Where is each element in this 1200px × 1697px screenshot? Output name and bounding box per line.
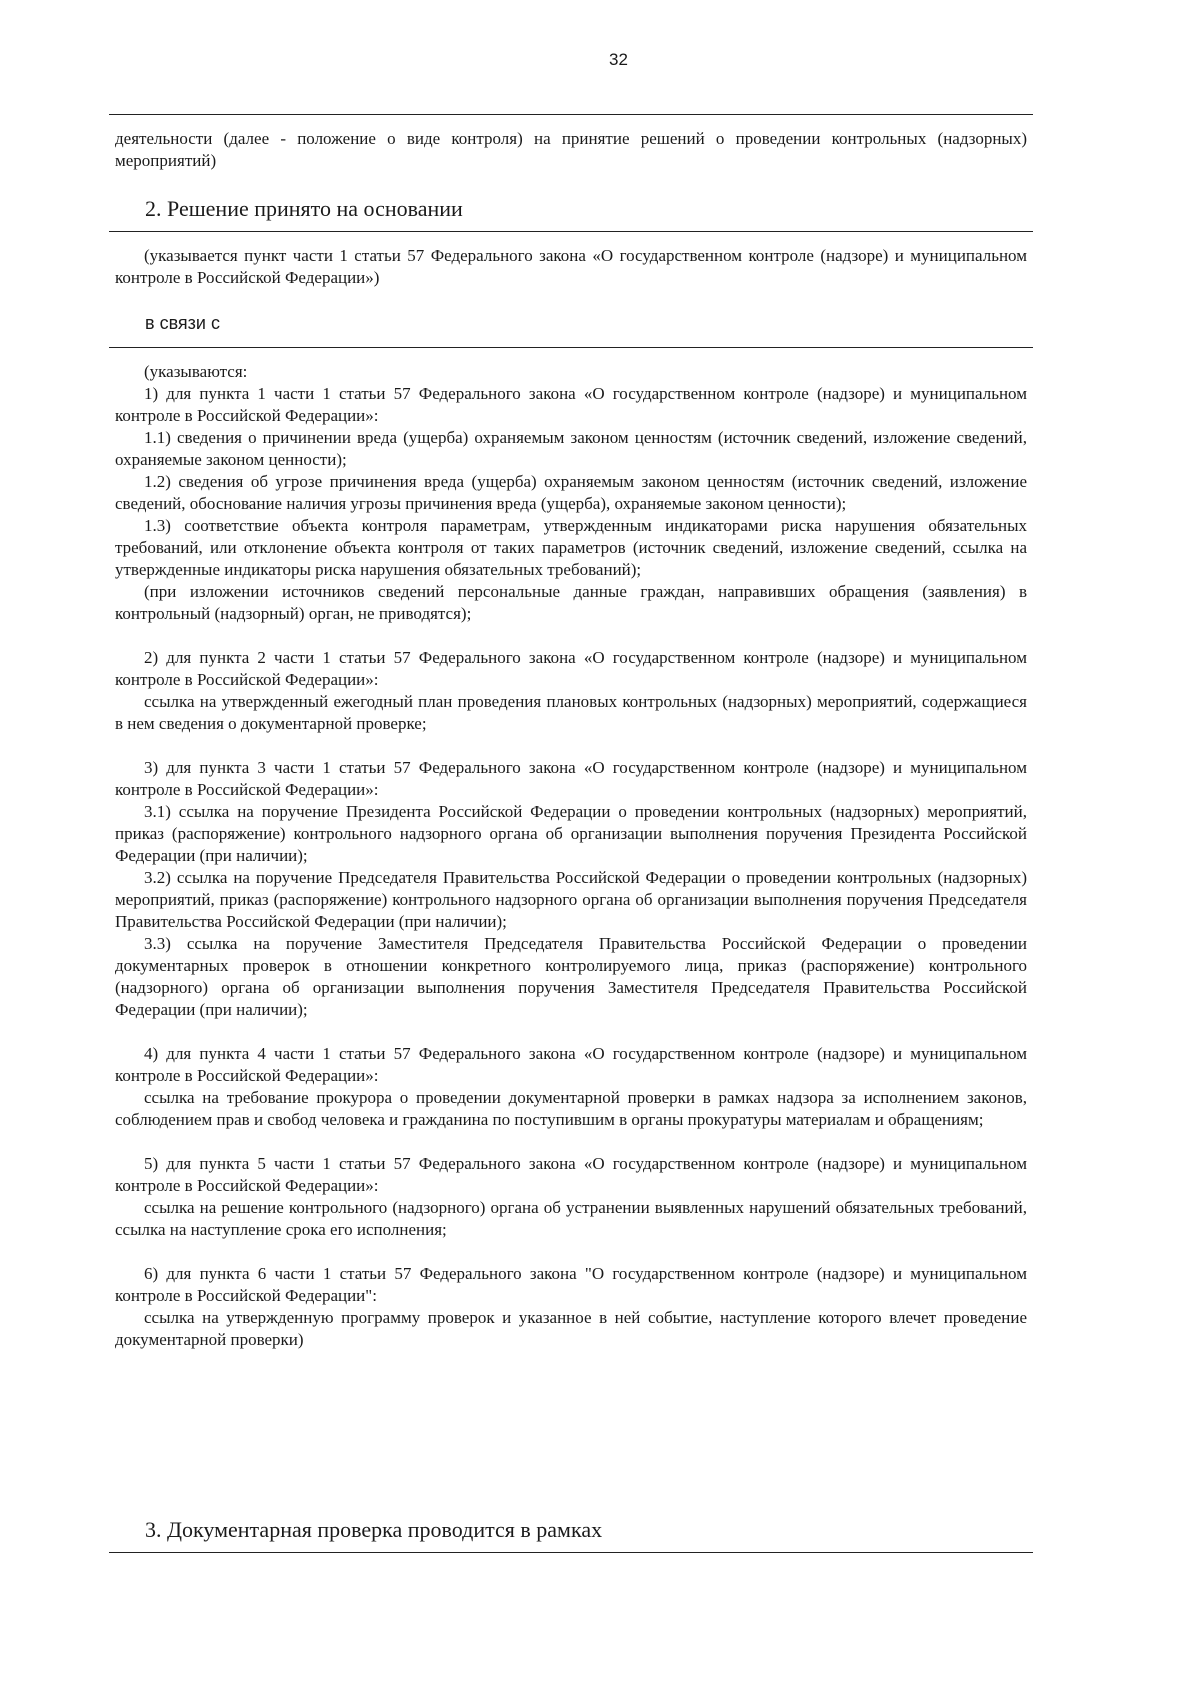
item-1-1: 1.1) сведения о причинении вреда (ущерба) охраняемым законом ценностям (источник сведений, изложение сведений, охраняемые законом ценности); (115, 428, 1027, 469)
item-5-body: ссылка на решение контрольного (надзорного) органа об устранении выявленных нарушений обязательных требований, ссылка на наступление срока его исполнения; (115, 1198, 1027, 1239)
item-3-3: 3.3) ссылка на поручение Заместителя Председателя Правительства Российской Федерации о проведении документарных проверок в отношении конкретного контролируемого лица, приказ (распоряжение) контрольного (надзорного) органа об организации выполнения поручения Заместителя Председателя Правительства Российской Федерации (при наличии); (115, 934, 1027, 1019)
item-4-body: ссылка на требование прокурора о проведении документарной проверки в рамках надзора за исполнением законов, соблюдением прав и свобод человека и гражданина по поступившим в органы прокуратуры материалам и обращениям; (115, 1088, 1027, 1129)
continuation-paragraph: деятельности (далее - положение о виде контроля) на принятие решений о проведении контрольных (надзорных) мероприятий) (115, 129, 1027, 170)
section-3-fill-line (109, 1552, 1033, 1553)
item-3-1: 3.1) ссылка на поручение Президента Российской Федерации о проведении контрольных (надзорных) мероприятий, приказ (распоряжение) контрольного надзорного органа об организации выполнения поручения Президента Российской Федерации (при наличии); (115, 802, 1027, 865)
item-4-head: 4) для пункта 4 части 1 статьи 57 Федерального закона «О государственном контроле (надзоре) и муниципальном контроле в Российской Федерации»: (115, 1044, 1027, 1085)
item-1-head: 1) для пункта 1 части 1 статьи 57 Федерального закона «О государственном контроле (надзоре) и муниципальном контроле в Российской Федерации»: (115, 384, 1027, 425)
in-connection-fill-line (109, 347, 1033, 348)
item-3-2: 3.2) ссылка на поручение Председателя Правительства Российской Федерации о проведении контрольных (надзорных) мероприятий, приказ (распоряжение) контрольного надзорного органа об организации выполнения поручения Председателя Правительства Российской Федерации (при наличии); (115, 868, 1027, 931)
in-connection-label: в связи с (145, 313, 220, 333)
item-1-2: 1.2) сведения об угрозе причинения вреда (ущерба) охраняемым законом ценностям (источник сведений, изложение сведений, обоснование наличия угрозы причинения вреда (ущерба), охраняемые законом ценности); (115, 472, 1027, 513)
basis-note (115, 245, 1027, 289)
item-6-body: ссылка на утвержденную программу проверок и указанное в ней событие, наступление которого влечет проведение документарной проверки) (115, 1308, 1027, 1349)
item-1-note: (при изложении источников сведений персональные данные граждан, направивших обращения (заявления) в контрольный (надзорный) орган, не приводятся); (115, 582, 1027, 623)
section-3-heading: 3. Документарная проверка проводится в рамках (145, 1517, 603, 1542)
details-intro: (указываются: (144, 362, 248, 381)
item-3-head: 3) для пункта 3 части 1 статьи 57 Федерального закона «О государственном контроле (надзоре) и муниципальном контроле в Российской Федерации»: (115, 758, 1027, 799)
details-block (115, 361, 1027, 1351)
divider-top (109, 114, 1033, 115)
item-5-head: 5) для пункта 5 части 1 статьи 57 Федерального закона «О государственном контроле (надзоре) и муниципальном контроле в Российской Федерации»: (115, 1154, 1027, 1195)
item-2-head: 2) для пункта 2 части 1 статьи 57 Федерального закона «О государственном контроле (надзоре) и муниципальном контроле в Российской Федерации»: (115, 648, 1027, 689)
continuation-text (115, 128, 1027, 172)
section-2-heading: 2. Решение принято на основании (145, 196, 463, 221)
page-number: 32 (609, 50, 628, 69)
item-2-body: ссылка на утвержденный ежегодный план проведения плановых контрольных (надзорных) мероприятий, содержащиеся в нем сведения о документарной проверке; (115, 692, 1027, 733)
item-1-3: 1.3) соответствие объекта контроля параметрам, утвержденным индикаторами риска нарушения обязательных требований, или отклонение объекта контроля от таких параметров (источник сведений, изложение сведений, ссылка на утвержденные индикаторы риска нарушения обязательных требований); (115, 516, 1027, 579)
item-6-head: 6) для пункта 6 части 1 статьи 57 Федерального закона "О государственном контроле (надзоре) и муниципальном контроле в Российской Федерации": (115, 1264, 1027, 1305)
basis-note-text: (указывается пункт части 1 статьи 57 Федерального закона «О государственном контроле (надзоре) и муниципальном контроле в Российской Федерации») (115, 246, 1027, 287)
section-2-fill-line (109, 231, 1033, 232)
